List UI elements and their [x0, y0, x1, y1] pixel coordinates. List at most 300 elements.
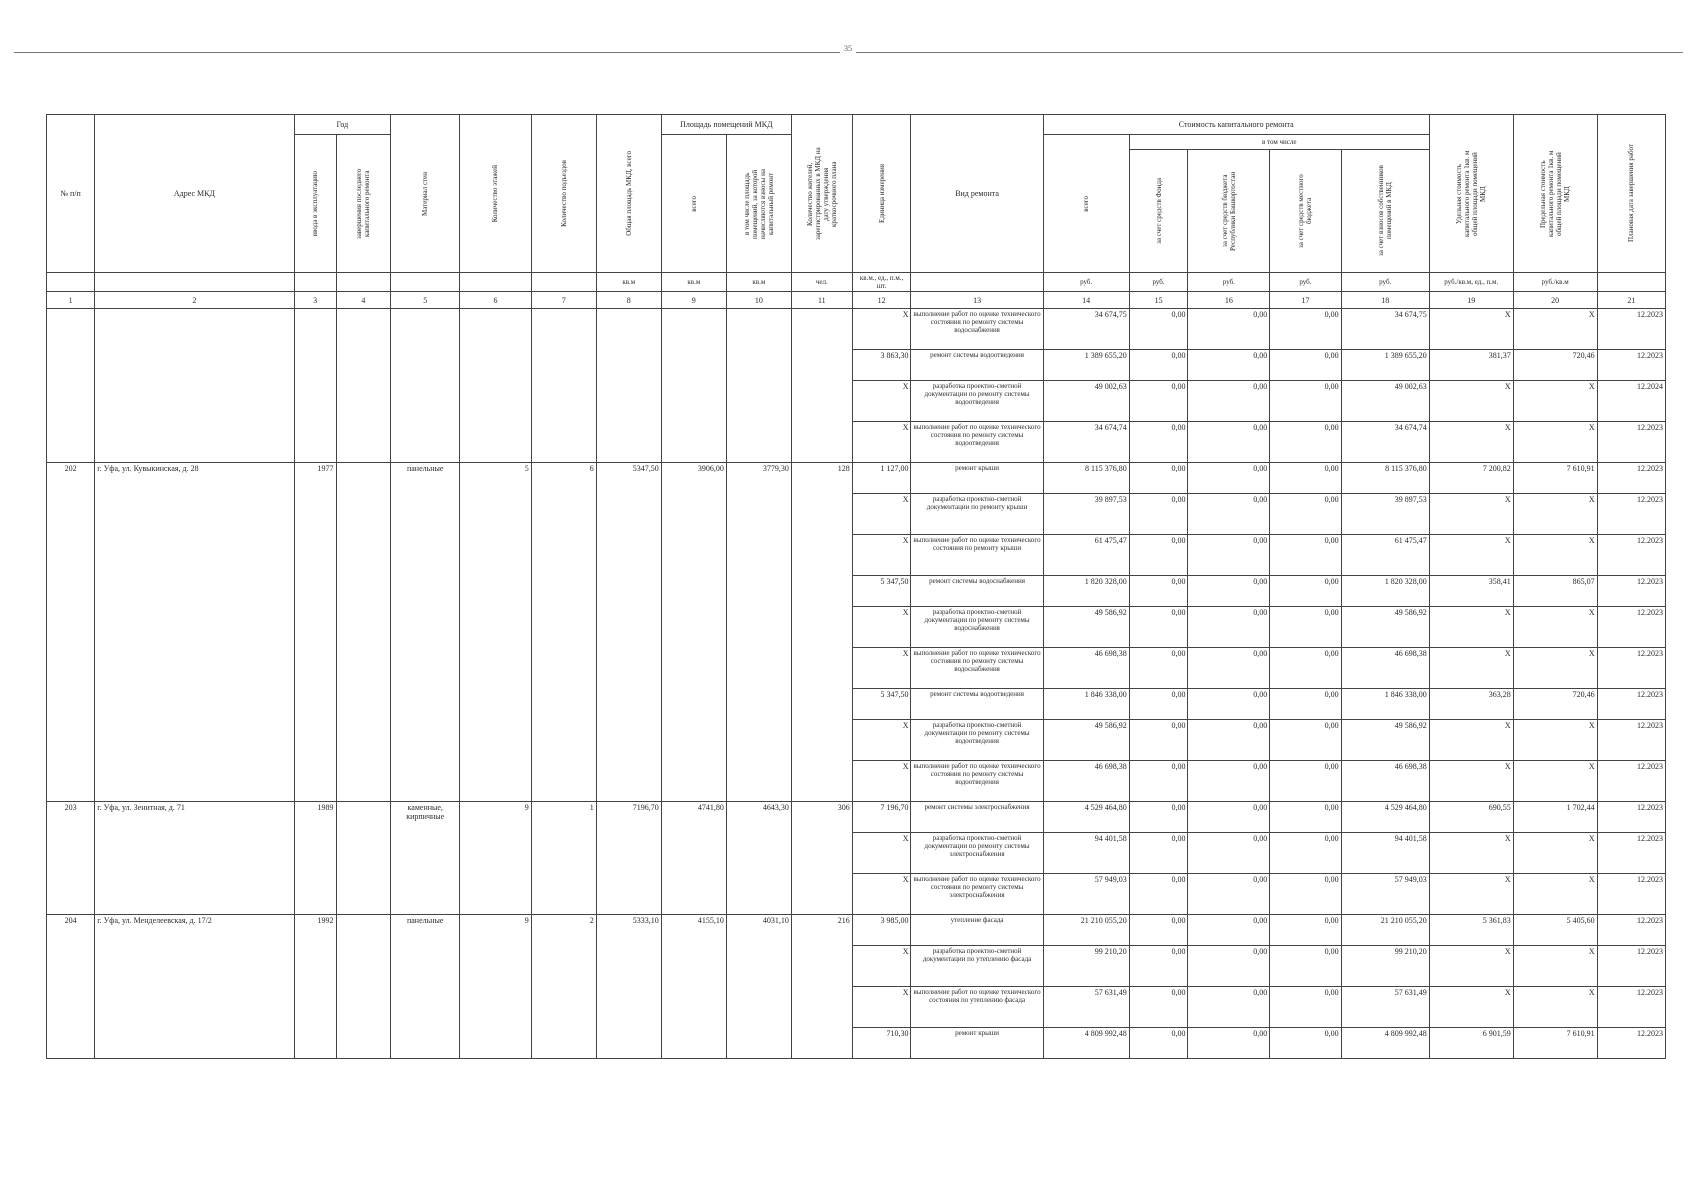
unit-cell: руб. [1341, 273, 1429, 292]
cost-owners-cell: 57 631,49 [1341, 987, 1429, 1028]
planned-date-cell: 12.2023 [1597, 761, 1665, 802]
repair-type-cell: ремонт системы электроснабжения [911, 802, 1043, 833]
cost-fund-cell: 0,00 [1129, 381, 1188, 422]
cost-owners-cell: 94 401,58 [1341, 833, 1429, 874]
cost-fund-cell: 0,00 [1129, 422, 1188, 463]
limit-cost-cell: X [1513, 720, 1597, 761]
limit-cost-cell: 720,46 [1513, 689, 1597, 720]
quantity-cell: X [852, 422, 911, 463]
repair-type-cell: выполнение работ по оценке технического состояния по ремонту крыши [911, 535, 1043, 576]
cost-owners-cell: 49 586,92 [1341, 607, 1429, 648]
cost-local-cell: 0,00 [1270, 833, 1341, 874]
cost-owners-cell: 39 897,53 [1341, 494, 1429, 535]
planned-date-cell: 12.2023 [1597, 1028, 1665, 1059]
cost-local-cell: 0,00 [1270, 535, 1341, 576]
quantity-cell: 5 347,50 [852, 689, 911, 720]
planned-date-cell: 12.2023 [1597, 309, 1665, 350]
header-incl: в том числе [1129, 135, 1429, 150]
quantity-cell: X [852, 648, 911, 689]
residents-cell: 306 [791, 802, 852, 915]
specific-cost-cell: 6 901,59 [1429, 1028, 1513, 1059]
col-number: 9 [661, 292, 726, 309]
wall-material-cell: каменные, кирпичные [391, 802, 460, 915]
cost-owners-cell: 49 002,63 [1341, 381, 1429, 422]
cost-owners-cell: 49 586,92 [1341, 720, 1429, 761]
cost-local-cell: 0,00 [1270, 494, 1341, 535]
col-number: 1 [47, 292, 95, 309]
quantity-cell: X [852, 720, 911, 761]
col-number: 8 [596, 292, 661, 309]
wall-material-cell [391, 309, 460, 463]
quantity-cell: X [852, 946, 911, 987]
limit-cost-cell: X [1513, 946, 1597, 987]
col-number: 7 [531, 292, 596, 309]
repair-type-cell: выполнение работ по оценке технического состояния по ремонту системы водоотведения [911, 422, 1043, 463]
quantity-cell: 3 985,00 [852, 915, 911, 946]
floors-cell: 5 [460, 463, 531, 802]
quantity-cell: 5 347,50 [852, 576, 911, 607]
planned-date-cell: 12.2023 [1597, 607, 1665, 648]
premises-total-cell [661, 309, 726, 463]
header-cost-group: Стоимость капитального ремонта [1043, 115, 1429, 135]
limit-cost-cell: X [1513, 309, 1597, 350]
wall-material-cell: панельные [391, 915, 460, 1059]
entrances-cell: 2 [531, 915, 596, 1059]
col-number: 3 [294, 292, 336, 309]
cost-owners-cell: 46 698,38 [1341, 761, 1429, 802]
specific-cost-cell: X [1429, 535, 1513, 576]
cost-fund-cell: 0,00 [1129, 761, 1188, 802]
planned-date-cell: 12.2023 [1597, 802, 1665, 833]
header-year-commissioning: ввода в эксплуатацию [294, 135, 336, 273]
cost-republic-cell: 0,00 [1188, 987, 1270, 1028]
cost-total-cell: 8 115 376,80 [1043, 463, 1129, 494]
cost-local-cell: 0,00 [1270, 607, 1341, 648]
unit-cell: руб. [1129, 273, 1188, 292]
unit-cell: руб./кв.м, ед., п.м. [1429, 273, 1513, 292]
table-row [47, 915, 1666, 946]
cost-total-cell: 21 210 055,20 [1043, 915, 1129, 946]
limit-cost-cell: X [1513, 987, 1597, 1028]
cost-republic-cell: 0,00 [1188, 422, 1270, 463]
cost-owners-cell: 1 389 655,20 [1341, 350, 1429, 381]
planned-date-cell: 12.2023 [1597, 689, 1665, 720]
cost-local-cell: 0,00 [1270, 1028, 1341, 1059]
specific-cost-cell: X [1429, 720, 1513, 761]
planned-date-cell: 12.2023 [1597, 720, 1665, 761]
cost-fund-cell: 0,00 [1129, 946, 1188, 987]
cost-fund-cell: 0,00 [1129, 350, 1188, 381]
specific-cost-cell: X [1429, 381, 1513, 422]
cost-republic-cell: 0,00 [1188, 720, 1270, 761]
cost-republic-cell: 0,00 [1188, 946, 1270, 987]
planned-date-cell: 12.2023 [1597, 463, 1665, 494]
cost-local-cell: 0,00 [1270, 648, 1341, 689]
col-number: 6 [460, 292, 531, 309]
repair-type-cell: разработка проектно-сметной документации по ремонту системы электроснабжения [911, 833, 1043, 874]
cost-total-cell: 46 698,38 [1043, 648, 1129, 689]
specific-cost-cell: 363,28 [1429, 689, 1513, 720]
cost-fund-cell: 0,00 [1129, 607, 1188, 648]
cost-total-cell: 61 475,47 [1043, 535, 1129, 576]
total-area-cell: 7196,70 [596, 802, 661, 915]
quantity-cell: X [852, 833, 911, 874]
col-number: 15 [1129, 292, 1188, 309]
cost-local-cell: 0,00 [1270, 576, 1341, 607]
unit-cell: кв.м [596, 273, 661, 292]
entrances-cell: 1 [531, 802, 596, 915]
specific-cost-cell: X [1429, 833, 1513, 874]
planned-date-cell: 12.2023 [1597, 422, 1665, 463]
planned-date-cell: 12.2023 [1597, 946, 1665, 987]
cost-republic-cell: 0,00 [1188, 915, 1270, 946]
num-cell [47, 309, 95, 463]
specific-cost-cell: X [1429, 494, 1513, 535]
unit-cell: кв.м [726, 273, 791, 292]
residents-cell: 216 [791, 915, 852, 1059]
quantity-cell: 1 127,00 [852, 463, 911, 494]
cost-owners-cell: 1 846 338,00 [1341, 689, 1429, 720]
cost-total-cell: 1 846 338,00 [1043, 689, 1129, 720]
quantity-cell: 710,30 [852, 1028, 911, 1059]
col-number: 14 [1043, 292, 1129, 309]
cost-republic-cell: 0,00 [1188, 874, 1270, 915]
year-commissioning-cell: 1989 [294, 802, 336, 915]
quantity-cell: X [852, 607, 911, 648]
premises-residential-cell: 3779,30 [726, 463, 791, 802]
header-year-last-repair: завершения последнего капитального ремонта [336, 135, 391, 273]
floors-cell: 9 [460, 915, 531, 1059]
cost-total-cell: 34 674,75 [1043, 309, 1129, 350]
header-cost-local: за счет средств местного бюджета [1270, 150, 1341, 273]
cost-fund-cell: 0,00 [1129, 915, 1188, 946]
cost-local-cell: 0,00 [1270, 463, 1341, 494]
quantity-cell: X [852, 535, 911, 576]
cost-republic-cell: 0,00 [1188, 761, 1270, 802]
col-number: 19 [1429, 292, 1513, 309]
header-premises-residential: в том числе площадь помещений, за которой начисляются взносы на капитальный ремонт [726, 135, 791, 273]
cost-local-cell: 0,00 [1270, 350, 1341, 381]
repair-type-cell: ремонт системы водоотведения [911, 689, 1043, 720]
specific-cost-cell: X [1429, 309, 1513, 350]
capital-repair-table [46, 114, 1666, 1059]
cost-local-cell: 0,00 [1270, 874, 1341, 915]
table-row [47, 802, 1666, 833]
header-cost-owners: за счет взносов собственников помещений в МКД [1341, 150, 1429, 273]
header-cost-fund: за счет средств Фонда [1129, 150, 1188, 273]
limit-cost-cell: 7 610,91 [1513, 463, 1597, 494]
limit-cost-cell: X [1513, 381, 1597, 422]
table-row [47, 463, 1666, 494]
year-last-repair-cell [336, 309, 391, 463]
cost-republic-cell: 0,00 [1188, 689, 1270, 720]
header-entrances: Количество подъездов [531, 115, 596, 273]
planned-date-cell: 12.2023 [1597, 350, 1665, 381]
unit-cell: чел. [791, 273, 852, 292]
year-last-repair-cell [336, 463, 391, 802]
cost-republic-cell: 0,00 [1188, 463, 1270, 494]
repair-type-cell: выполнение работ по оценке технического состояния по ремонту системы водоснабжения [911, 309, 1043, 350]
repair-type-cell: выполнение работ по оценке технического состояния по ремонту системы электроснабжения [911, 874, 1043, 915]
entrances-cell [531, 309, 596, 463]
header-premises-area-group: Площадь помещений МКД [661, 115, 791, 135]
floors-cell [460, 309, 531, 463]
cost-total-cell: 99 210,20 [1043, 946, 1129, 987]
address-cell: г. Уфа, ул. Менделеевская, д. 17/2 [95, 915, 294, 1059]
premises-total-cell: 4741,80 [661, 802, 726, 915]
header-total-area: Общая площадь МКД, всего [596, 115, 661, 273]
limit-cost-cell: X [1513, 761, 1597, 802]
header-cost-total: всего [1043, 135, 1129, 273]
quantity-cell: X [852, 309, 911, 350]
specific-cost-cell: X [1429, 422, 1513, 463]
cost-owners-cell: 46 698,38 [1341, 648, 1429, 689]
year-last-repair-cell [336, 915, 391, 1059]
planned-date-cell: 12.2024 [1597, 381, 1665, 422]
cost-local-cell: 0,00 [1270, 720, 1341, 761]
header-residents: Количество жителей, зарегистрированных в МКД на дату утверждения краткосрочного плана [791, 115, 852, 273]
header-unit: Единица измерения [852, 115, 911, 273]
cost-owners-cell: 21 210 055,20 [1341, 915, 1429, 946]
planned-date-cell: 12.2023 [1597, 874, 1665, 915]
cost-fund-cell: 0,00 [1129, 1028, 1188, 1059]
year-commissioning-cell: 1992 [294, 915, 336, 1059]
premises-total-cell: 4155,10 [661, 915, 726, 1059]
specific-cost-cell: 5 361,83 [1429, 915, 1513, 946]
planned-date-cell: 12.2023 [1597, 833, 1665, 874]
col-number: 13 [911, 292, 1043, 309]
limit-cost-cell: X [1513, 535, 1597, 576]
quantity-cell: X [852, 381, 911, 422]
repair-type-cell: выполнение работ по оценке технического состояния по ремонту системы водоснабжения [911, 648, 1043, 689]
num-cell: 203 [47, 802, 95, 915]
repair-type-cell: разработка проектно-сметной документации по ремонту системы водоотведения [911, 381, 1043, 422]
planned-date-cell: 12.2023 [1597, 987, 1665, 1028]
header-address: Адрес МКД [95, 115, 294, 273]
specific-cost-cell: 7 200,82 [1429, 463, 1513, 494]
premises-residential-cell [726, 309, 791, 463]
table-body [47, 309, 1666, 1059]
specific-cost-cell: 358,41 [1429, 576, 1513, 607]
cost-owners-cell: 99 210,20 [1341, 946, 1429, 987]
specific-cost-cell: X [1429, 946, 1513, 987]
repair-type-cell: ремонт системы водоотведения [911, 350, 1043, 381]
header-floors: Количество этажей [460, 115, 531, 273]
col-number: 2 [95, 292, 294, 309]
cost-fund-cell: 0,00 [1129, 802, 1188, 833]
cost-local-cell: 0,00 [1270, 689, 1341, 720]
header-specific-cost: Удельная стоимость капитального ремонта 1кв. м общей площади помещений МКД [1429, 115, 1513, 273]
specific-cost-cell: X [1429, 607, 1513, 648]
cost-local-cell: 0,00 [1270, 381, 1341, 422]
cost-fund-cell: 0,00 [1129, 576, 1188, 607]
repair-type-cell: выполнение работ по оценке технического состояния по утеплению фасада [911, 987, 1043, 1028]
address-cell [95, 309, 294, 463]
cost-republic-cell: 0,00 [1188, 607, 1270, 648]
cost-owners-cell: 34 674,74 [1341, 422, 1429, 463]
specific-cost-cell: 690,55 [1429, 802, 1513, 833]
residents-cell [791, 309, 852, 463]
cost-total-cell: 49 586,92 [1043, 720, 1129, 761]
cost-republic-cell: 0,00 [1188, 535, 1270, 576]
header-repair-type: Вид ремонта [911, 115, 1043, 273]
year-commissioning-cell: 1977 [294, 463, 336, 802]
quantity-cell: 3 863,30 [852, 350, 911, 381]
limit-cost-cell: 5 405,60 [1513, 915, 1597, 946]
col-number: 11 [791, 292, 852, 309]
limit-cost-cell: X [1513, 494, 1597, 535]
col-number: 12 [852, 292, 911, 309]
limit-cost-cell: 1 702,44 [1513, 802, 1597, 833]
quantity-cell: X [852, 494, 911, 535]
total-area-cell: 5347,50 [596, 463, 661, 802]
limit-cost-cell: X [1513, 607, 1597, 648]
cost-owners-cell: 4 809 992,48 [1341, 1028, 1429, 1059]
cost-total-cell: 34 674,74 [1043, 422, 1129, 463]
specific-cost-cell: 381,37 [1429, 350, 1513, 381]
cost-fund-cell: 0,00 [1129, 535, 1188, 576]
cost-fund-cell: 0,00 [1129, 833, 1188, 874]
cost-owners-cell: 34 674,75 [1341, 309, 1429, 350]
quantity-cell: X [852, 874, 911, 915]
premises-residential-cell: 4643,30 [726, 802, 791, 915]
limit-cost-cell: X [1513, 833, 1597, 874]
cost-local-cell: 0,00 [1270, 802, 1341, 833]
header-num: № п/п [47, 115, 95, 273]
cost-republic-cell: 0,00 [1188, 833, 1270, 874]
floors-cell: 9 [460, 802, 531, 915]
cost-republic-cell: 0,00 [1188, 381, 1270, 422]
cost-owners-cell: 4 529 464,80 [1341, 802, 1429, 833]
quantity-cell: X [852, 761, 911, 802]
cost-republic-cell: 0,00 [1188, 309, 1270, 350]
table-header [47, 115, 1666, 309]
address-cell: г. Уфа, ул. Зенитная, д. 71 [95, 802, 294, 915]
address-cell: г. Уфа, ул. Кувыкинская, д. 28 [95, 463, 294, 802]
unit-cell: кв.м., ед., п.м., шт. [852, 273, 911, 292]
cost-local-cell: 0,00 [1270, 946, 1341, 987]
premises-residential-cell: 4031,10 [726, 915, 791, 1059]
cost-total-cell: 49 586,92 [1043, 607, 1129, 648]
col-number: 5 [391, 292, 460, 309]
col-number: 10 [726, 292, 791, 309]
unit-cell: руб. [1188, 273, 1270, 292]
cost-owners-cell: 8 115 376,80 [1341, 463, 1429, 494]
header-planned-date: Плановая дата завершения работ [1597, 115, 1665, 273]
planned-date-cell: 12.2023 [1597, 576, 1665, 607]
cost-republic-cell: 0,00 [1188, 576, 1270, 607]
year-commissioning-cell [294, 309, 336, 463]
num-cell: 202 [47, 463, 95, 802]
col-number: 20 [1513, 292, 1597, 309]
cost-owners-cell: 57 949,03 [1341, 874, 1429, 915]
repair-type-cell: разработка проектно-сметной документации по утеплению фасада [911, 946, 1043, 987]
planned-date-cell: 12.2023 [1597, 494, 1665, 535]
cost-fund-cell: 0,00 [1129, 648, 1188, 689]
quantity-cell: 7 196,70 [852, 802, 911, 833]
col-number: 4 [336, 292, 391, 309]
limit-cost-cell: 865,07 [1513, 576, 1597, 607]
total-area-cell [596, 309, 661, 463]
specific-cost-cell: X [1429, 874, 1513, 915]
planned-date-cell: 12.2023 [1597, 915, 1665, 946]
col-number: 18 [1341, 292, 1429, 309]
cost-local-cell: 0,00 [1270, 422, 1341, 463]
premises-total-cell: 3906,00 [661, 463, 726, 802]
cost-local-cell: 0,00 [1270, 987, 1341, 1028]
cost-local-cell: 0,00 [1270, 309, 1341, 350]
cost-fund-cell: 0,00 [1129, 720, 1188, 761]
total-area-cell: 5333,10 [596, 915, 661, 1059]
header-limit-cost: Предельная стоимость капитального ремонта 1кв. м общей площади помещений МКД [1513, 115, 1597, 273]
planned-date-cell: 12.2023 [1597, 535, 1665, 576]
header-year-group: Год [294, 115, 391, 135]
residents-cell: 128 [791, 463, 852, 802]
repair-type-cell: разработка проектно-сметной документации по ремонту системы водоснабжения [911, 607, 1043, 648]
cost-republic-cell: 0,00 [1188, 350, 1270, 381]
quantity-cell: X [852, 987, 911, 1028]
column-numbers-row [47, 292, 1666, 309]
entrances-cell: 6 [531, 463, 596, 802]
repair-type-cell: ремонт крыши [911, 463, 1043, 494]
cost-total-cell: 57 949,03 [1043, 874, 1129, 915]
table-row [47, 309, 1666, 350]
specific-cost-cell: X [1429, 648, 1513, 689]
header-cost-republic: за счет средств бюджета Республики Башкортостан [1188, 150, 1270, 273]
repair-type-cell: выполнение работ по оценке технического состояния по ремонту системы водоотведения [911, 761, 1043, 802]
limit-cost-cell: X [1513, 648, 1597, 689]
cost-total-cell: 1 820 328,00 [1043, 576, 1129, 607]
unit-cell: кв.м [661, 273, 726, 292]
cost-total-cell: 39 897,53 [1043, 494, 1129, 535]
cost-fund-cell: 0,00 [1129, 494, 1188, 535]
cost-fund-cell: 0,00 [1129, 689, 1188, 720]
repair-type-cell: утепление фасада [911, 915, 1043, 946]
cost-total-cell: 57 631,49 [1043, 987, 1129, 1028]
repair-type-cell: ремонт системы водоснабжения [911, 576, 1043, 607]
unit-cell: руб. [1270, 273, 1341, 292]
cost-fund-cell: 0,00 [1129, 309, 1188, 350]
num-cell: 204 [47, 915, 95, 1059]
cost-total-cell: 49 002,63 [1043, 381, 1129, 422]
repair-type-cell: разработка проектно-сметной документации по ремонту крыши [911, 494, 1043, 535]
col-number: 21 [1597, 292, 1665, 309]
header-premises-total: всего [661, 135, 726, 273]
cost-total-cell: 4 809 992,48 [1043, 1028, 1129, 1059]
limit-cost-cell: 7 610,91 [1513, 1028, 1597, 1059]
limit-cost-cell: X [1513, 422, 1597, 463]
col-number: 16 [1188, 292, 1270, 309]
cost-fund-cell: 0,00 [1129, 874, 1188, 915]
wall-material-cell: панельные [391, 463, 460, 802]
cost-local-cell: 0,00 [1270, 761, 1341, 802]
repair-type-cell: разработка проектно-сметной документации по ремонту системы водоотведения [911, 720, 1043, 761]
repair-type-cell: ремонт крыши [911, 1028, 1043, 1059]
specific-cost-cell: X [1429, 987, 1513, 1028]
cost-republic-cell: 0,00 [1188, 802, 1270, 833]
limit-cost-cell: X [1513, 874, 1597, 915]
cost-owners-cell: 1 820 328,00 [1341, 576, 1429, 607]
cost-republic-cell: 0,00 [1188, 494, 1270, 535]
cost-local-cell: 0,00 [1270, 915, 1341, 946]
cost-total-cell: 1 389 655,20 [1043, 350, 1129, 381]
unit-cell: руб. [1043, 273, 1129, 292]
year-last-repair-cell [336, 802, 391, 915]
cost-total-cell: 94 401,58 [1043, 833, 1129, 874]
page-number: 35 [840, 44, 856, 53]
units-row [47, 273, 1666, 292]
limit-cost-cell: 720,46 [1513, 350, 1597, 381]
